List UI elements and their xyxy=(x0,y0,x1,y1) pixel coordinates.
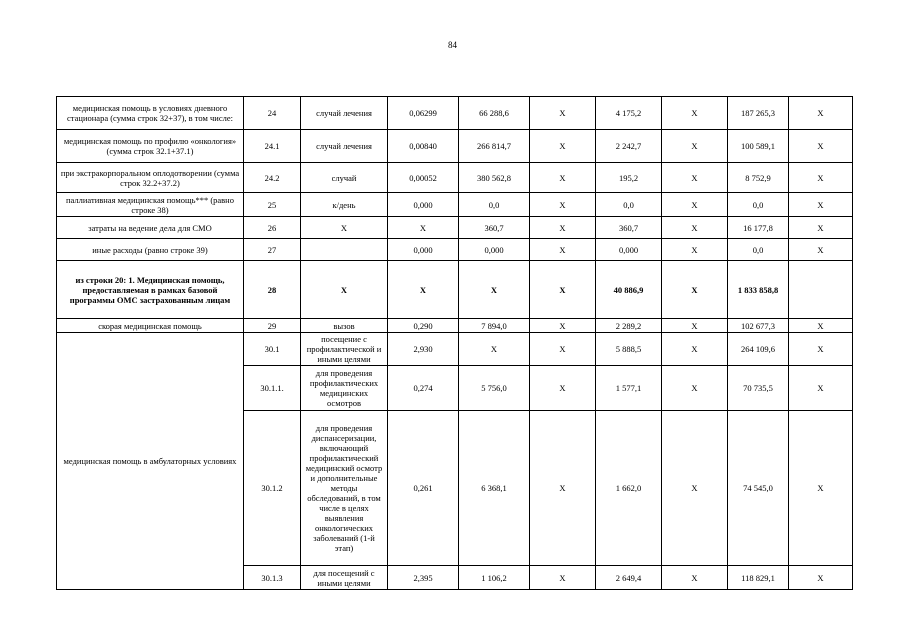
row-col3: X xyxy=(662,193,728,217)
row-cost: 1 106,2 xyxy=(459,566,530,590)
table-row xyxy=(57,193,853,217)
row-unit: случай лечения xyxy=(301,130,388,163)
row-col2: 360,7 xyxy=(596,217,662,239)
row-col5: X xyxy=(789,366,853,411)
row-unit: вызов xyxy=(301,319,388,333)
row-name: медицинская помощь в условиях дневного стационара (сумма строк 32+37), в том числе: xyxy=(57,97,244,130)
row-col2: 1 662,0 xyxy=(596,411,662,566)
row-col2: 0,000 xyxy=(596,239,662,261)
row-col1: X xyxy=(530,217,596,239)
row-col1: X xyxy=(530,239,596,261)
row-cost: 0,0 xyxy=(459,193,530,217)
row-col5: X xyxy=(789,193,853,217)
table-row xyxy=(57,217,853,239)
row-col1: X xyxy=(530,566,596,590)
row-col4: 8 752,9 xyxy=(728,163,789,193)
row-code: 26 xyxy=(244,217,301,239)
row-norm: X xyxy=(388,261,459,319)
row-col5: X xyxy=(789,411,853,566)
row-col2: 1 577,1 xyxy=(596,366,662,411)
row-norm: 0,000 xyxy=(388,239,459,261)
row-norm: 0,274 xyxy=(388,366,459,411)
row-name: затраты на ведение дела для СМО xyxy=(57,217,244,239)
row-cost: 5 756,0 xyxy=(459,366,530,411)
row-unit: для проведения профилактических медицинских осмотров xyxy=(301,366,388,411)
page-number: 84 xyxy=(448,40,457,50)
row-unit: для посещений с иными целями xyxy=(301,566,388,590)
row-norm: 0,290 xyxy=(388,319,459,333)
row-norm: 2,395 xyxy=(388,566,459,590)
row-unit xyxy=(301,239,388,261)
row-code: 30.1.1. xyxy=(244,366,301,411)
row-col4: 16 177,8 xyxy=(728,217,789,239)
row-unit: X xyxy=(301,261,388,319)
row-cost: 66 288,6 xyxy=(459,97,530,130)
row-col3: X xyxy=(662,130,728,163)
row-col2: 195,2 xyxy=(596,163,662,193)
row-norm: 0,261 xyxy=(388,411,459,566)
row-col5: X xyxy=(789,130,853,163)
row-col3: X xyxy=(662,566,728,590)
row-norm: 0,06299 xyxy=(388,97,459,130)
row-col2: 40 886,9 xyxy=(596,261,662,319)
row-code: 29 xyxy=(244,319,301,333)
row-name: иные расходы (равно строке 39) xyxy=(57,239,244,261)
table-row xyxy=(57,163,853,193)
row-col5: X xyxy=(789,319,853,333)
row-code: 27 xyxy=(244,239,301,261)
row-cost: 0,000 xyxy=(459,239,530,261)
row-cost: 266 814,7 xyxy=(459,130,530,163)
row-col5 xyxy=(789,261,853,319)
row-cost: 360,7 xyxy=(459,217,530,239)
row-col4: 102 677,3 xyxy=(728,319,789,333)
row-col3: X xyxy=(662,411,728,566)
row-cost: 6 368,1 xyxy=(459,411,530,566)
row-col1: X xyxy=(530,333,596,366)
row-col4: 0,0 xyxy=(728,239,789,261)
row-norm: X xyxy=(388,217,459,239)
row-name: из строки 20: 1. Медицинская помощь, предоставляемая в рамках базовой программы ОМС застрахованным лицам xyxy=(57,261,244,319)
row-norm: 0,00052 xyxy=(388,163,459,193)
row-unit: для проведения диспансеризации, включающий профилактический медицинский осмотр и дополнительные методы обследований, в том числе в целях выявления онкологических заболеваний (1-й этап) xyxy=(301,411,388,566)
row-col3: X xyxy=(662,239,728,261)
row-col3: X xyxy=(662,261,728,319)
row-unit: X xyxy=(301,217,388,239)
row-col4: 118 829,1 xyxy=(728,566,789,590)
row-col1: X xyxy=(530,319,596,333)
table-row xyxy=(57,319,853,333)
row-norm: 0,00840 xyxy=(388,130,459,163)
row-code: 24.2 xyxy=(244,163,301,193)
row-col5: X xyxy=(789,566,853,590)
row-col3: X xyxy=(662,163,728,193)
row-code: 30.1.2 xyxy=(244,411,301,566)
row-col2: 5 888,5 xyxy=(596,333,662,366)
row-col4: 264 109,6 xyxy=(728,333,789,366)
row-col4: 187 265,3 xyxy=(728,97,789,130)
row-col2: 2 242,7 xyxy=(596,130,662,163)
row-col2: 2 649,4 xyxy=(596,566,662,590)
ambulatory-name: медицинская помощь в амбулаторных условиях xyxy=(57,333,244,590)
row-unit: случай xyxy=(301,163,388,193)
row-col4: 74 545,0 xyxy=(728,411,789,566)
row-col2: 0,0 xyxy=(596,193,662,217)
row-code: 24 xyxy=(244,97,301,130)
table-row xyxy=(57,239,853,261)
row-col4: 1 833 858,8 xyxy=(728,261,789,319)
row-col3: X xyxy=(662,366,728,411)
row-col5: X xyxy=(789,163,853,193)
row-col2: 4 175,2 xyxy=(596,97,662,130)
row-cost: 380 562,8 xyxy=(459,163,530,193)
row-name: скорая медицинская помощь xyxy=(57,319,244,333)
row-col3: X xyxy=(662,319,728,333)
row-name: паллиативная медицинская помощь*** (равно строке 38) xyxy=(57,193,244,217)
row-unit: к/день xyxy=(301,193,388,217)
row-code: 30.1 xyxy=(244,333,301,366)
row-col5: X xyxy=(789,333,853,366)
row-col2: 2 289,2 xyxy=(596,319,662,333)
row-col4: 70 735,5 xyxy=(728,366,789,411)
row-unit: случай лечения xyxy=(301,97,388,130)
table-row xyxy=(57,333,853,366)
row-col1: X xyxy=(530,261,596,319)
row-col3: X xyxy=(662,333,728,366)
table-row xyxy=(57,97,853,130)
row-cost: X xyxy=(459,333,530,366)
row-col1: X xyxy=(530,163,596,193)
row-col1: X xyxy=(530,193,596,217)
row-code: 24.1 xyxy=(244,130,301,163)
row-col5: X xyxy=(789,97,853,130)
financing-table xyxy=(56,96,853,590)
row-col3: X xyxy=(662,97,728,130)
row-code: 25 xyxy=(244,193,301,217)
row-col4: 0,0 xyxy=(728,193,789,217)
row-name: при экстракорпоральном оплодотворении (сумма строк 32.2+37.2) xyxy=(57,163,244,193)
row-col4: 100 589,1 xyxy=(728,130,789,163)
row-code: 28 xyxy=(244,261,301,319)
row-cost: X xyxy=(459,261,530,319)
row-col1: X xyxy=(530,366,596,411)
row-code: 30.1.3 xyxy=(244,566,301,590)
row-unit: посещение с профилактической и иными целями xyxy=(301,333,388,366)
row-col5: X xyxy=(789,239,853,261)
row-norm: 2,930 xyxy=(388,333,459,366)
row-col1: X xyxy=(530,130,596,163)
row-name: медицинская помощь по профилю «онкология» (сумма строк 32.1+37.1) xyxy=(57,130,244,163)
row-col3: X xyxy=(662,217,728,239)
table-row xyxy=(57,261,853,319)
table-row xyxy=(57,130,853,163)
row-col5: X xyxy=(789,217,853,239)
row-cost: 7 894,0 xyxy=(459,319,530,333)
row-col1: X xyxy=(530,97,596,130)
row-col1: X xyxy=(530,411,596,566)
row-norm: 0,000 xyxy=(388,193,459,217)
